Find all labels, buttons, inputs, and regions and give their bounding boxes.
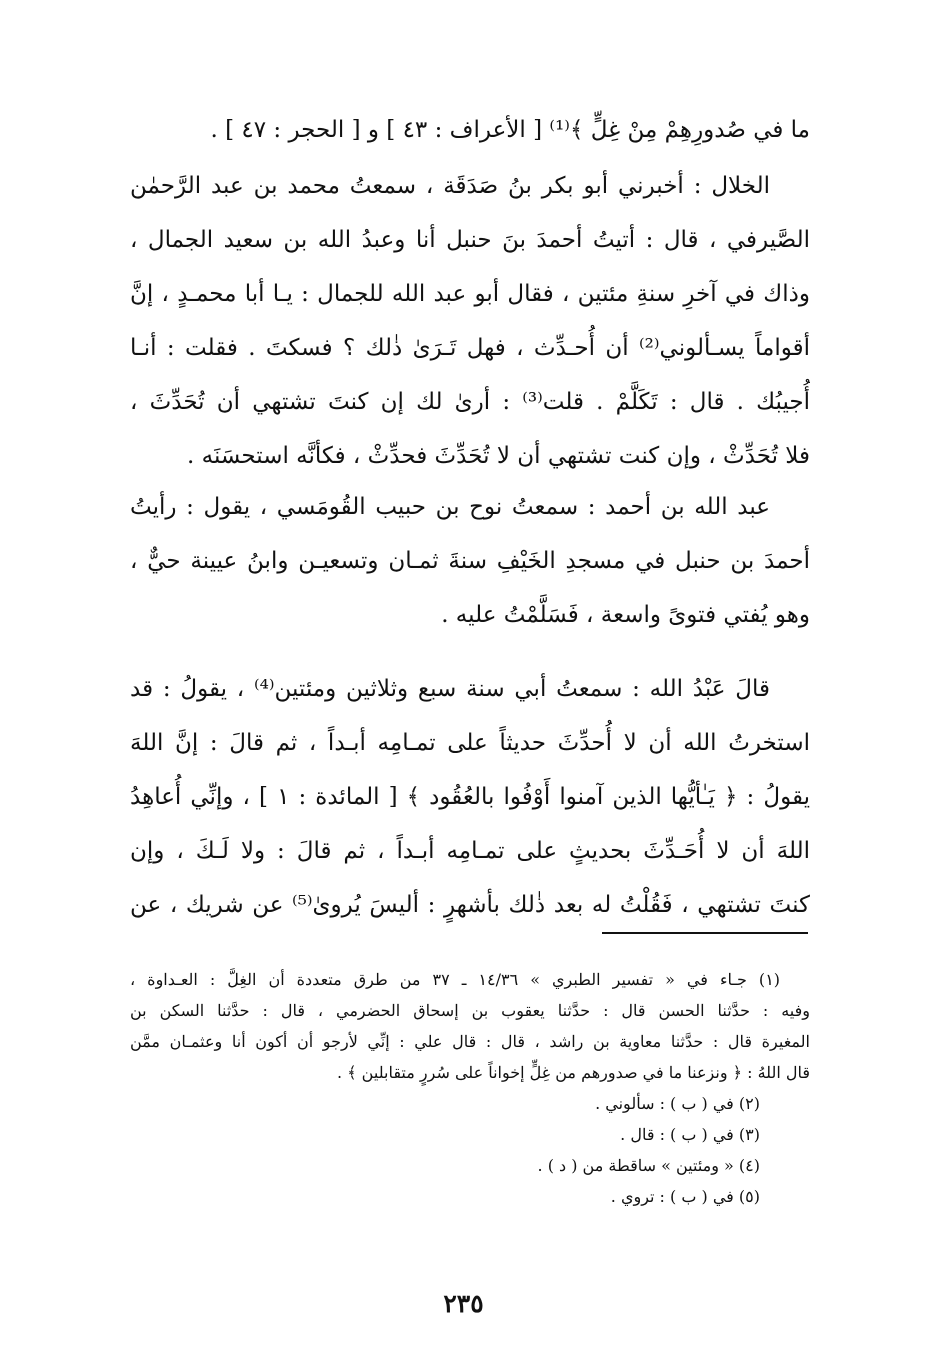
- footnote-separator: [602, 932, 808, 934]
- paragraph-line: وذاك في آخرِ سنةِ مئتين ، فقال أبو عبد الله للجمال : يـا أبا محمـدٍ ، إنَّ: [130, 281, 810, 307]
- footnote-line: وفيه : حدَّثنا الحسن قال : حدَّثنا يعقوب بن إسحاق الحضرمي ، قال : حدَّثنا السكن بن: [130, 1001, 810, 1020]
- paragraph-line: استخرتُ الله أن لا أُحدِّثَ حديثاً على تمـامِه أبـداً ، ثم قالَ : إنَّ اللهَ: [130, 730, 810, 756]
- quran-verse-line-block: [130, 103, 810, 157]
- footnote-line: (١) جـاء في « تفسير الطبري » ١٤/٣٦ ـ ٣٧ من طرق متعددة أن الغِلَّ : العـداوة ،: [130, 970, 781, 989]
- paragraph-line: كنتَ تشتهي ، فَقُلْتُ له بعد ذٰلك بأشهرٍ : أليسَ يُروىٰ⁽⁵⁾ عن شريك ، عن: [130, 892, 810, 918]
- paragraph-khallal: [130, 159, 810, 483]
- paragraph-line: يقولُ : ﴿ يَـٰأيُّها الذين آمنوا أَوْفُوا بالعُقُود ﴾ [ المائدة : ١ ] ، وإنِّي أُعاهِدُ: [130, 784, 810, 810]
- paragraph-line: أحمدَ بن حنبل في مسجدِ الخَيْفِ سنةَ ثمـان وتسعيـن وابنُ عيينة حيٌّ ،: [130, 548, 810, 574]
- footnote-line: (٣) في ( ب ) : قال .: [620, 1125, 760, 1144]
- paragraph-line: الخلال : أخبرني أبو بكر بنُ صَدَقَة ، سمعتُ محمد بن عبد الرَّحمٰن: [130, 173, 770, 199]
- paragraph-line: فلا تُحَدِّثْ ، وإن كنت تشتهي أن لا تُحَدِّثَ فحدِّثْ ، فكأنَّه استحسَنَه .: [187, 443, 810, 469]
- footnote-line: (٤) « ومئتين » ساقطة من ( د ) .: [537, 1156, 760, 1175]
- footnote-line: المغيرة قال : حدَّثنا معاوية بن راشد ، قال : قال علي : إنِّي لأرجو أن أكون أنا وعثمـان ممَّن: [130, 1032, 810, 1051]
- footnote-line: (٢) في ( ب ) : سألوني .: [595, 1094, 760, 1113]
- paragraph-line: عبد الله بن أحمد : سمعتُ نوح بن حبيب القُومَسي ، يقول : رأيتُ: [130, 494, 770, 520]
- footnote-line: (٥) في ( ب ) : تروي .: [610, 1187, 760, 1206]
- footnotes: [130, 964, 810, 1212]
- paragraph-line: اللهَ أن لا أُحَـدِّثَ بحديثٍ على تمـامِه أبـداً ، ثم قالَ : ولا لَـكَ ، وإن: [130, 838, 810, 864]
- paragraph-line: أُجيبُك . قال : تَكَلَّمْ . قلت⁽³⁾ : أرىٰ لك إن كنتَ تشتهي أن تُحَدِّثَ ،: [130, 389, 810, 415]
- footnote-line: قال اللهُ : ﴿ ونزعنا ما في صدورهم من غِلٍّ إخواناً على سُررٍ متقابلين ﴾ .: [337, 1063, 810, 1082]
- paragraph-abdullah-ahmad: [130, 662, 810, 932]
- page-number: ٢٣٥: [443, 1289, 484, 1318]
- paragraph-line: وهو يُفتي فتوىً واسعة ، فَسَلَّمْتُ عليه .: [441, 602, 810, 628]
- paragraph-abdullah-nuh: [130, 480, 810, 642]
- quran-verse-line: ما في صُدورِهِمْ مِنْ غِلٍّ ﴾⁽¹⁾ [ الأعراف : ٤٣ ] و [ الحجر : ٤٧ ] .: [210, 117, 810, 143]
- paragraph-line: الصَّيرفي ، قال : أتيتُ أحمدَ بنَ حنبل أنا وعبدُ الله بن سعيد الجمال ،: [130, 227, 810, 253]
- paragraph-line: قالَ عَبْدُ الله : سمعتُ أبي سنة سبع وثلاثين ومئتين⁽⁴⁾ ، يقولُ : قد: [130, 676, 770, 702]
- paragraph-line: أقواماً يسـألوني⁽²⁾ أن أُحـدِّث ، فهل تَـرَىٰ ذٰلك ؟ فسكتَ . فقلت : أنـا: [130, 335, 810, 361]
